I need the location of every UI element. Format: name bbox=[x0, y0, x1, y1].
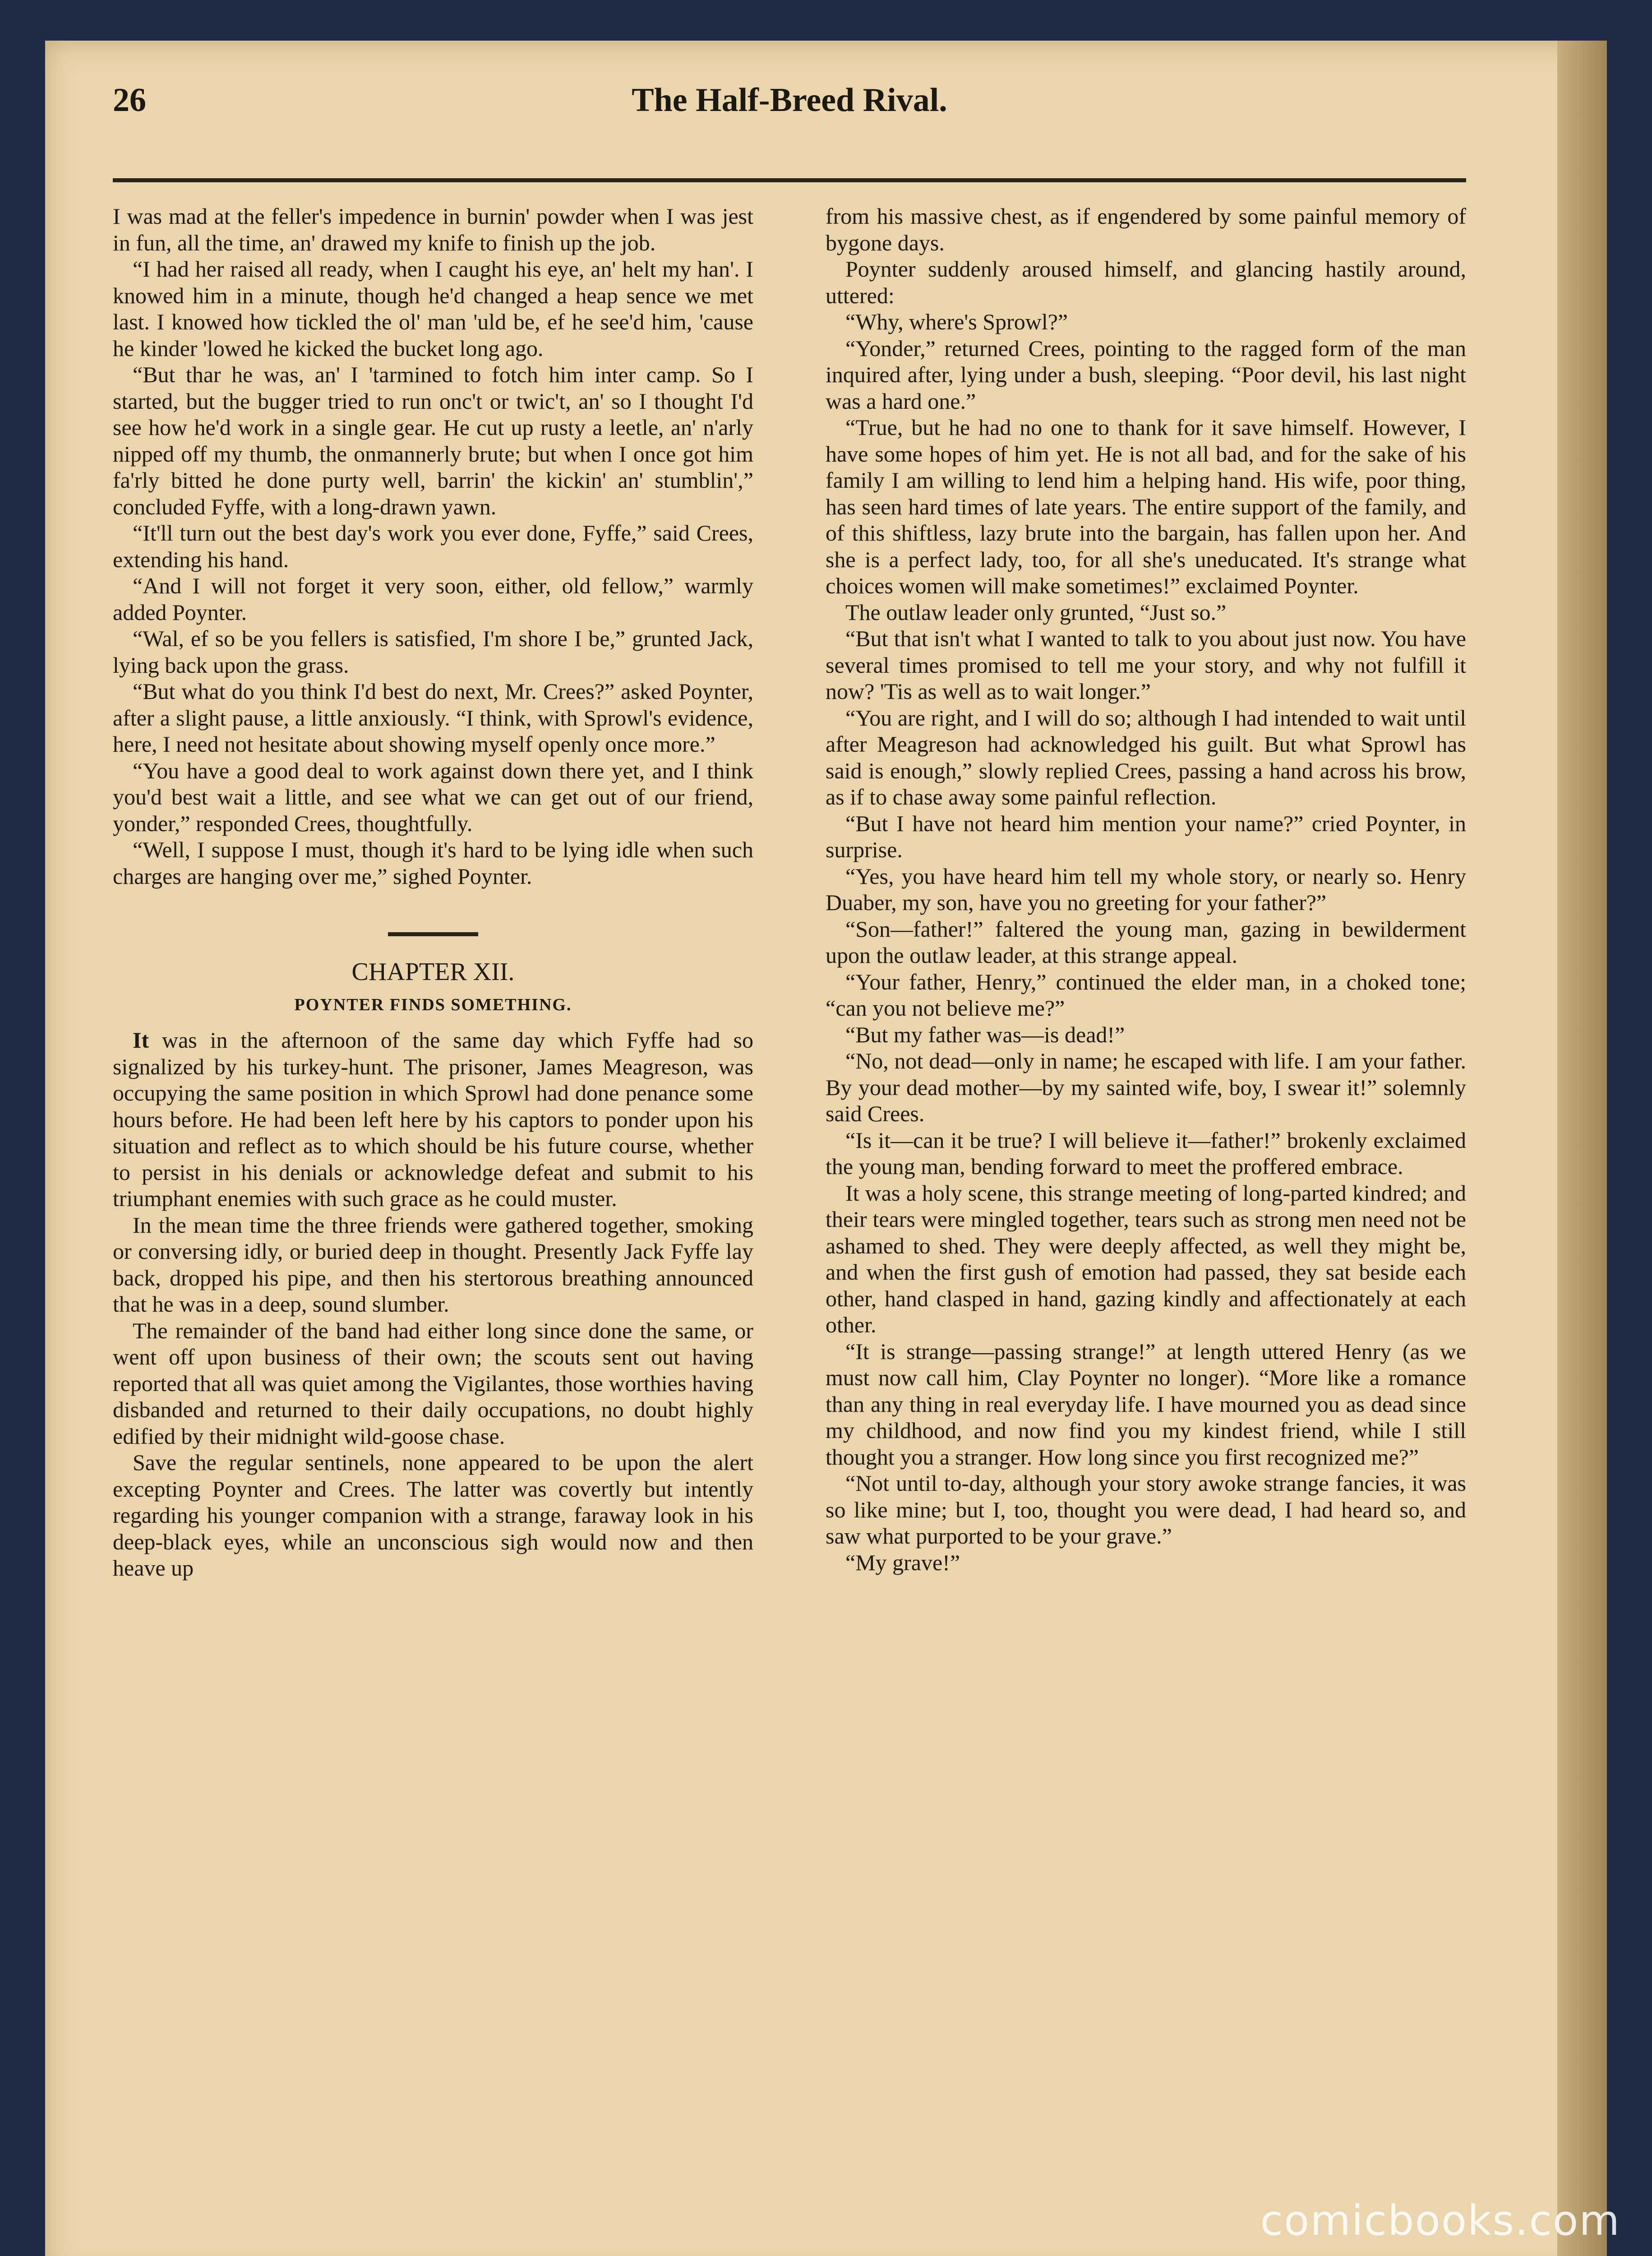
paragraph: It was a holy scene, this strange meeting of long-parted kindred; and their tears were mingled together, tears such as strong men need not be ashamed to shed. They were deeply affected, as well they might be, and when the first gush of emotion had passed, they sat beside each other, hand clasped in hand, gazing kindly and affectionately at each other. bbox=[826, 1180, 1466, 1337]
paragraph: “But that isn't what I wanted to talk to you about just now. You have several times promised to tell me your story, and why not fulfill it now? 'Tis as well as to wait longer.” bbox=[826, 626, 1466, 704]
paragraph: “Son—father!” faltered the young man, gazing in bewilderment upon the outlaw leader, at this strange appeal. bbox=[826, 916, 1466, 968]
paragraph: “But I have not heard him mention your name?” cried Poynter, in surprise. bbox=[826, 810, 1466, 862]
paragraph: “It is strange—passing strange!” at length uttered Henry (as we must now call him, Clay Poynter no longer). “More like a romance than any thing in real everyday life. I have mourned you as dead since my childhood, and now find you my kindest friend, while I still thought you a stranger. How long since you first recognized me?” bbox=[826, 1338, 1466, 1470]
paragraph: “Your father, Henry,” continued the elder man, in a choked tone; “can you not believe me?” bbox=[826, 969, 1466, 1021]
paragraph: “I had her raised all ready, when I caught his eye, an' helt my han'. I knowed him in a minute, though he'd changed a heap sence we met last. I knowed how tickled the ol' man 'uld be, ef he see'd him, 'cause he kinder 'lowed he kicked the bucket long ago. bbox=[113, 256, 753, 361]
paragraph: The remainder of the band had either long since done the same, or went off upon business of their own; the scouts sent out having reported that all was quiet among the Vigilantes, those worthies having disbanded and returned to their daily occupations, no doubt highly edified by their midnight wild-goose chase. bbox=[113, 1318, 753, 1449]
paragraph: “But my father was—is dead!” bbox=[845, 1022, 1125, 1047]
paragraph: “You are right, and I will do so; although I had intended to wait until after Meagreson had acknowledged his guilt. But what Sprowl has said is enough,” slowly replied Crees, passing a hand across his brow, as if to chase away some painful reflection. bbox=[826, 705, 1466, 809]
paragraph: Save the regular sentinels, none appeared to be upon the alert excepting Poynter and Crees. The latter was covertly but intently regarding his younger companion with a strange, faraway look in his deep-black eyes, while an unconscious sigh would now and then heave up bbox=[113, 1450, 753, 1581]
paragraph: The outlaw leader only grunted, “Just so.” bbox=[845, 599, 1227, 625]
chapter-title: CHAPTER XII. bbox=[351, 958, 515, 986]
paragraph: “Why, where's Sprowl?” bbox=[845, 309, 1068, 334]
running-title: The Half-Breed Rival. bbox=[632, 82, 947, 119]
paragraph: “You have a good deal to work against down there yet, and I think you'd best wait a little, and see what we can get out of our friend, yonder,” responded Crees, thoughtfully. bbox=[113, 758, 753, 836]
paragraph: In the mean time the three friends were gathered together, smoking or conversing idly, or buried deep in thought. Presently Jack Fyffe lay back, dropped his pipe, and then his stertorous breathing announced that he was in a deep, sound slumber. bbox=[113, 1212, 753, 1317]
paragraph: “It'll turn out the best day's work you ever done, Fyffe,” said Crees, extending his hand. bbox=[113, 520, 753, 572]
left-column bbox=[113, 203, 753, 1581]
paragraph: “True, but he had no one to thank for it save himself. However, I have some hopes of him yet. He is not all bad, and for the sake of his family I am willing to lend him a helping hand. His wife, poor thing, has seen hard times of late years. The entire support of the family, and of this shiftless, lazy brute into the bargain, has fallen upon her. And she is a perfect lady, too, for all she's uneducated. It's strange what choices women will make sometimes!” exclaimed Poynter. bbox=[826, 415, 1466, 598]
paragraph: “No, not dead—only in name; he escaped with life. I am your father. By your dead mother—by my sainted wife, boy, I swear it!” solemnly said Crees. bbox=[826, 1048, 1466, 1126]
page-number: 26 bbox=[113, 82, 146, 119]
page-edge bbox=[1557, 41, 1607, 2256]
page-header bbox=[113, 81, 1466, 140]
right-column bbox=[826, 203, 1466, 1576]
opening-text: was in the afternoon of the same day which Fyffe had so signalized by his turkey-hunt. The prisoner, James Meagreson, was occupying the same position in which Sprowl had done penance some hours before. He had been left here by his captors to ponder upon his situation and reflect as to which should be his future course, whether to persist in his denials or acknowledge defeat and submit to his triumphant enemies with such grace as he could muster. bbox=[113, 1027, 753, 1211]
paragraph: I was mad at the feller's impedence in burnin' powder when I was jest in fun, all the time, an' drawed my knife to finish up the job. bbox=[113, 203, 753, 255]
site-watermark: comicbooks.com bbox=[1260, 2196, 1620, 2245]
paragraph: “Yes, you have heard him tell my whole story, or nearly so. Henry Duaber, my son, have you no greeting for your father?” bbox=[826, 863, 1466, 915]
paragraph: “But what do you think I'd best do next, Mr. Crees?” asked Poynter, after a slight pause, a little anxiously. “I think, with Sprowl's evidence, here, I need not hesitate about showing myself openly once more.” bbox=[113, 679, 753, 757]
paragraph: “Wal, ef so be you fellers is satisfied, I'm shore I be,” grunted Jack, lying back upon the grass. bbox=[113, 626, 753, 678]
header-rule bbox=[113, 178, 1466, 182]
paragraph: “But thar he was, an' I 'tarmined to fotch him inter camp. So I started, but the bugger tried to run onc't or twic't, an' so I thought I'd see how he'd work in a single gear. He cut up rusty a leetle, an' n'arly nipped off my thumb, the onmannerly brute; but when I once got him fa'rly bitted he done purty well, barrin' the kickin' an' stumblin',” concluded Fyffe, with a long-drawn yawn. bbox=[113, 362, 753, 519]
paragraph: “Is it—can it be true? I will believe it—father!” brokenly exclaimed the young man, bending forward to meet the proffered embrace. bbox=[826, 1127, 1466, 1179]
paragraph: “Yonder,” returned Crees, pointing to the ragged form of the man inquired after, lying under a bush, sleeping. “Poor devil, his last night was a hard one.” bbox=[826, 335, 1466, 414]
chapter-divider bbox=[388, 932, 478, 936]
chapter-subtitle: POYNTER FINDS SOMETHING. bbox=[294, 995, 572, 1014]
opening-word: It bbox=[133, 1027, 149, 1053]
paragraph: “Well, I suppose I must, though it's hard to be lying idle when such charges are hanging over me,” sighed Poynter. bbox=[113, 837, 753, 889]
paragraph: Poynter suddenly aroused himself, and glancing hastily around, uttered: bbox=[826, 256, 1466, 308]
paragraph: “Not until to-day, although your story awoke strange fancies, it was so like mine; but I, too, thought you were dead, I had heard so, and saw what purported to be your grave.” bbox=[826, 1470, 1466, 1549]
paragraph: “And I will not forget it very soon, either, old fellow,” warmly added Poynter. bbox=[113, 573, 753, 625]
paragraph: from his massive chest, as if engendered by some painful memory of bygone days. bbox=[826, 203, 1466, 255]
paragraph: “My grave!” bbox=[845, 1549, 960, 1575]
chapter-opening-paragraph bbox=[113, 1027, 753, 1212]
